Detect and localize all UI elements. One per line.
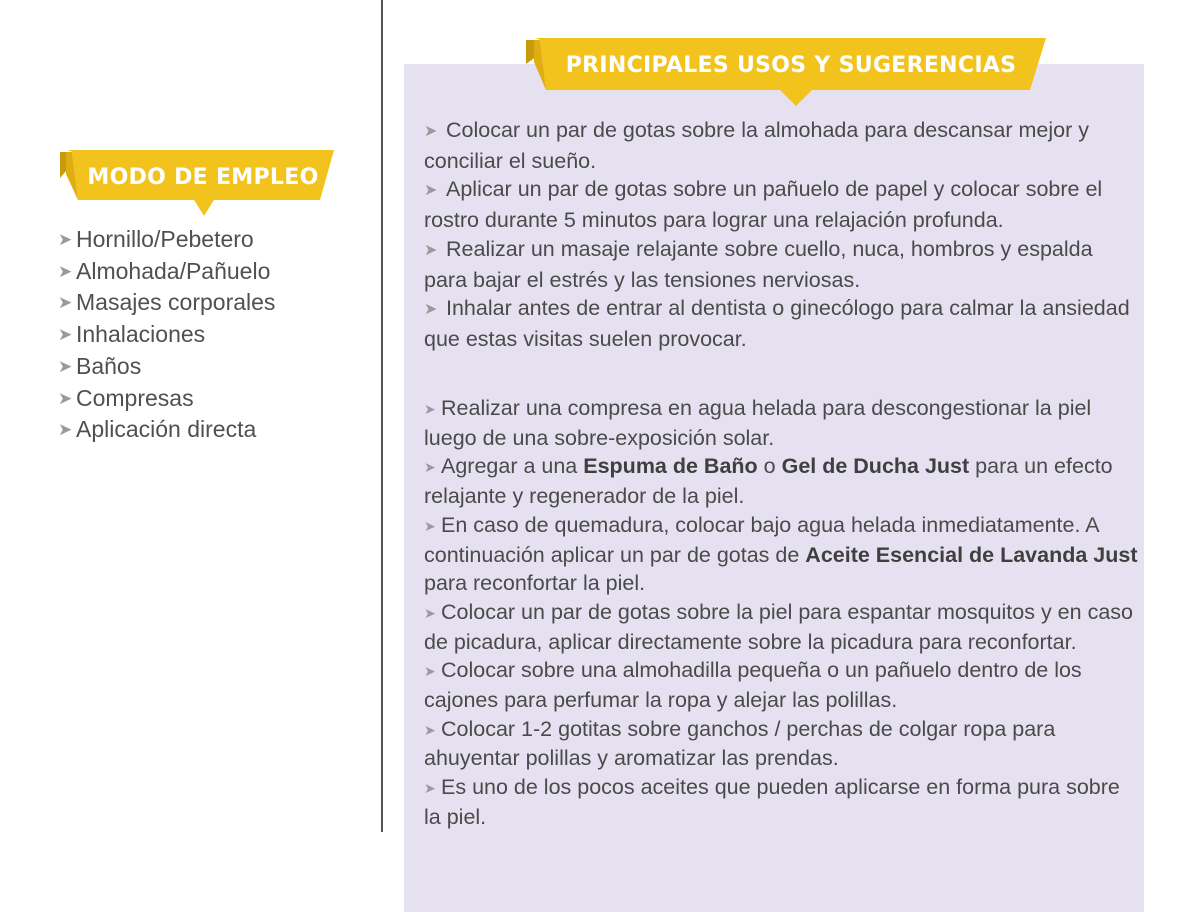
list-item: ➤ Agregar a una Espuma de Baño o Gel de Ducha Just para un efecto relajante y regenerador de la piel. — [424, 454, 1113, 509]
modo-de-empleo-list — [58, 224, 275, 446]
chevron-right-icon: ➤ — [424, 604, 436, 621]
list-item: ➤ Inhalaciones — [58, 319, 275, 351]
chevron-right-icon: ➤ — [58, 325, 73, 345]
list-item: ➤ Baños — [58, 351, 275, 383]
modo-de-empleo-title: MODO DE EMPLEO — [87, 165, 319, 190]
list-item: ➤ Inhalar antes de entrar al dentista o ginecólogo para calmar la ansiedad que estas visitas suelen provocar. — [424, 296, 1130, 351]
list-item: ➤ Masajes corporales — [58, 287, 275, 319]
chevron-right-icon: ➤ — [424, 459, 436, 476]
chevron-right-icon: ➤ — [424, 301, 438, 319]
list-item: ➤ Realizar una compresa en agua helada para descongestionar la piel luego de una sobre-exposición solar. — [424, 396, 1092, 450]
list-item: ➤ Colocar un par de gotas sobre la almohada para descansar mejor y conciliar el sueño. — [424, 118, 1089, 173]
product-name: Espuma de Baño — [583, 454, 758, 479]
chevron-right-icon: ➤ — [424, 123, 438, 140]
chevron-right-icon: ➤ — [424, 241, 438, 259]
list-item: ➤ Colocar un par de gotas sobre la piel para espantar mosquitos y en caso de picadura, aplicar directamente sobre la picadura para reconfortar. — [424, 599, 1133, 654]
list-item: ➤ Aplicar un par de gotas sobre un pañuelo de papel y colocar sobre el rostro durante 5 minutos para lograr una relajación profunda. — [424, 177, 1103, 233]
list-item: ➤ Realizar un masaje relajante sobre cuello, nuca, hombros y espalda para bajar el estrés y las tensiones nerviosas. — [424, 236, 1093, 292]
chevron-right-icon: ➤ — [58, 420, 73, 440]
chevron-right-icon: ➤ — [424, 663, 436, 680]
usos-list-2 — [424, 394, 1139, 832]
product-name: Gel de Ducha Just — [781, 454, 970, 479]
list-item: ➤ Colocar 1-2 gotitas sobre ganchos / perchas de colgar ropa para ahuyentar polillas y aromatizar las prendas. — [424, 716, 1056, 771]
chevron-right-icon: ➤ — [58, 388, 73, 408]
chevron-right-icon: ➤ — [58, 261, 73, 281]
chevron-right-icon: ➤ — [424, 517, 436, 534]
principales-usos-ribbon — [524, 38, 1048, 108]
chevron-right-icon: ➤ — [424, 182, 438, 200]
chevron-right-icon: ➤ — [58, 293, 73, 313]
principales-usos-title: PRINCIPALES USOS Y SUGERENCIAS — [565, 53, 1017, 78]
principales-usos-panel — [404, 64, 1144, 912]
modo-de-empleo-ribbon — [58, 150, 336, 220]
chevron-right-icon: ➤ — [58, 356, 73, 376]
chevron-right-icon: ➤ — [424, 780, 436, 797]
chevron-right-icon: ➤ — [58, 230, 73, 249]
list-item: ➤ Colocar sobre una almohadilla pequeña o un pañuelo dentro de los cajones para perfumar la ropa y alejar las polillas. — [424, 658, 1082, 713]
chevron-right-icon: ➤ — [424, 401, 436, 417]
vertical-divider — [381, 0, 383, 832]
product-name: Aceite Esencial de Lavanda Just — [805, 542, 1138, 567]
list-item: ➤ Hornillo/Pebetero — [58, 224, 275, 256]
list-item: ➤ Compresas — [58, 383, 275, 415]
list-item: ➤ En caso de quemadura, colocar bajo agua helada inmediatamente. A continuación aplicar un par de gotas de Aceite Esencial de Lavanda Just para reconfortar la piel. — [424, 512, 1138, 596]
list-item: ➤ Es uno de los pocos aceites que pueden aplicarse en forma pura sobre la piel. — [424, 775, 1120, 829]
usos-list-1 — [424, 116, 1139, 354]
list-item: ➤ Aplicación directa — [58, 414, 275, 446]
chevron-right-icon: ➤ — [424, 721, 436, 738]
list-item: ➤ Almohada/Pañuelo — [58, 256, 275, 288]
